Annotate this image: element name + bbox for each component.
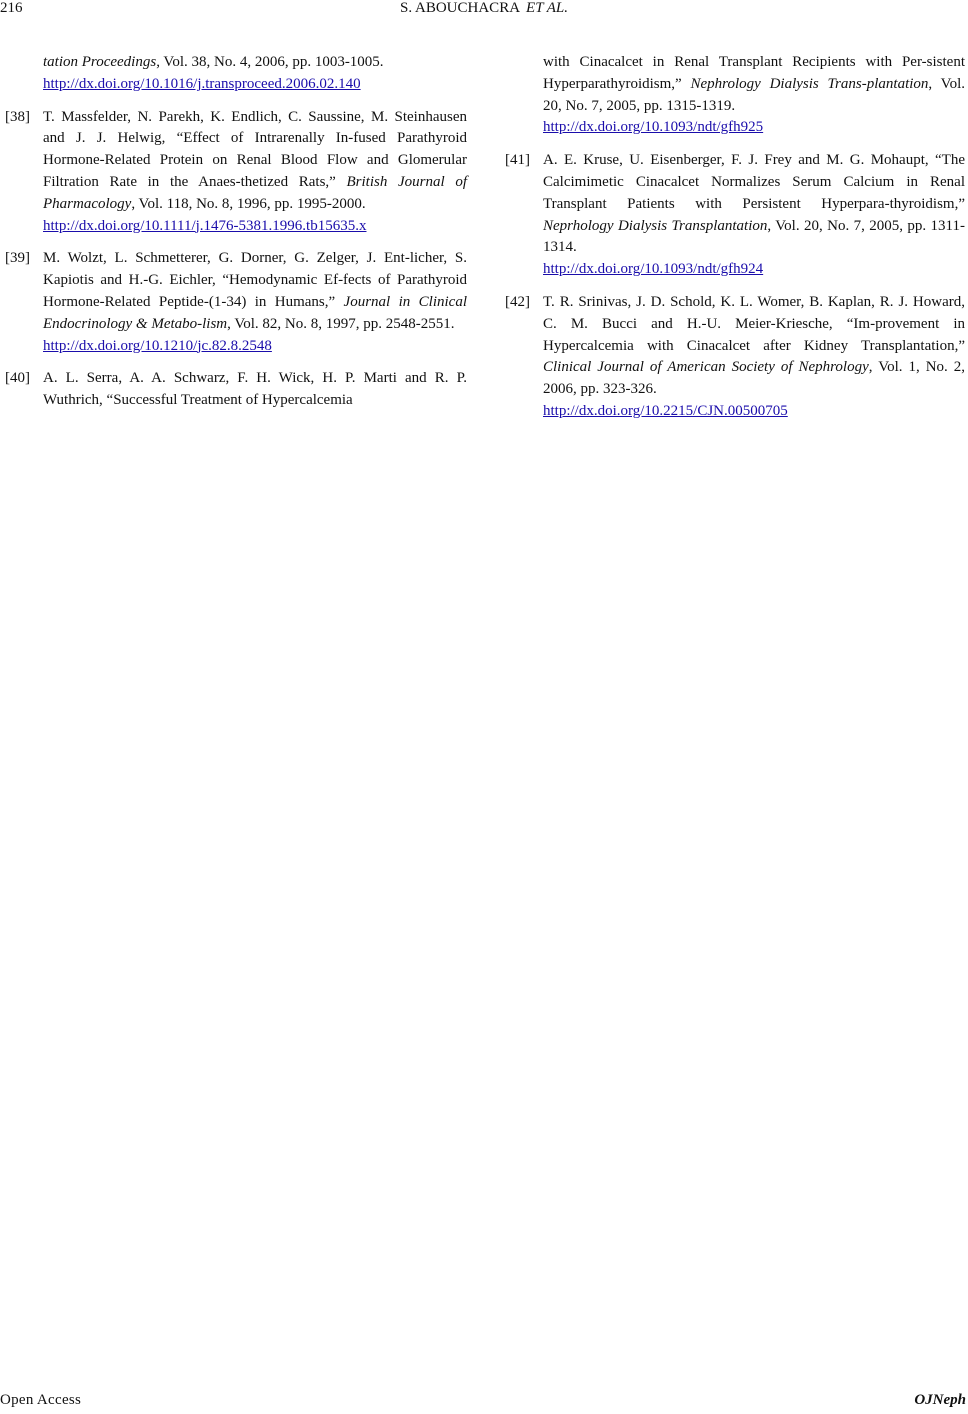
reference-38 — [5, 107, 467, 238]
reference-details: , Vol. 20, No. 7, 2005, pp. 1311-1314. — [543, 217, 965, 256]
reference-continuation — [5, 52, 467, 96]
page-footer — [0, 1392, 968, 1414]
page-header — [0, 0, 968, 24]
reference-details: , Vol. 118, No. 8, 1996, pp. 1995-2000. — [131, 195, 366, 212]
reference-number: [38] — [5, 108, 30, 125]
reference-doi-link[interactable]: http://dx.doi.org/10.1016/j.transproceed.2006.02.140 — [43, 75, 361, 92]
reference-journal: British Journal of Pharmacology — [43, 173, 467, 212]
reference-authors-title: T. R. Srinivas, J. D. Schold, K. L. Womer, B. Kaplan, R. J. Howard, C. M. Bucci and H.-U. Meier-Kriesche, “Im-provement in Hypercalcemia with Cinacalcet after Kidney Transplantation,” — [543, 293, 965, 354]
reference-details: , Vol. 38, No. 4, 2006, pp. 1003-1005. — [156, 54, 384, 70]
reference-details: , Vol. 82, No. 8, 1997, pp. 2548-2551. — [227, 315, 455, 332]
reference-authors-title: T. Massfelder, N. Parekh, K. Endlich, C. Saussine, M. Steinhausen and J. J. Helwig, “Effect of Intrarenally In-fused Parathyroid Hormone-Related Protein on Renal Blood Flow and Glomerular Filtration Rate in the Anaes-thetized Rats,” — [43, 108, 467, 190]
journal-abbreviation: OJNeph — [914, 1392, 966, 1408]
reference-number: [41] — [505, 152, 530, 169]
reference-39 — [5, 248, 467, 357]
reference-authors-title: A. E. Kruse, U. Eisenberger, F. J. Frey and M. G. Mohaupt, “The Calcimimetic Cinacalcet Normalizes Serum Calcium in Renal Transplant Patients with Persistent Hyperpara-thyroidism,” — [543, 152, 965, 212]
open-access-label: Open Access — [0, 1392, 82, 1408]
reference-number: [42] — [505, 293, 530, 310]
reference-details: , Vol. 20, No. 7, 2005, pp. 1315-1319. — [543, 75, 965, 114]
reference-journal: tation Proceedings — [43, 54, 157, 70]
reference-number: [40] — [5, 370, 30, 387]
left-column — [5, 52, 467, 423]
running-head — [0, 0, 968, 17]
reference-doi-link[interactable]: http://dx.doi.org/10.2215/CJN.00500705 — [543, 402, 788, 419]
reference-details: , Vol. 1, No. 2, 2006, pp. 323-326. — [543, 359, 965, 398]
reference-number: [39] — [5, 250, 30, 267]
reference-doi-link[interactable]: http://dx.doi.org/10.1210/jc.82.8.2548 — [43, 337, 272, 354]
reference-journal: Neprhology Dialysis Transplantation — [543, 217, 768, 234]
reference-authors-title: with Cinacalcet in Renal Transplant Recipients with Per-sistent Hyperparathyroidism,” — [543, 54, 965, 92]
reference-journal: Nephrology Dialysis Trans-plantation — [690, 75, 929, 92]
running-head-etal: ET AL. — [526, 0, 568, 16]
reference-doi-link[interactable]: http://dx.doi.org/10.1111/j.1476-5381.1996.tb15635.x — [43, 217, 367, 234]
reference-authors-title: A. L. Serra, A. A. Schwarz, F. H. Wick, H. P. Marti and R. P. Wuthrich, “Successful Treatment of Hypercalcemia — [43, 370, 467, 409]
right-column — [505, 52, 965, 434]
reference-journal: Clinical Journal of American Society of Nephrology — [543, 359, 869, 376]
reference-journal: Journal in Clinical Endocrinology & Metabo-lism — [43, 293, 467, 332]
reference-42 — [505, 292, 965, 423]
page-number: 216 — [0, 0, 23, 16]
reference-40-continuation — [505, 52, 965, 139]
reference-doi-link[interactable]: http://dx.doi.org/10.1093/ndt/gfh925 — [543, 119, 764, 136]
reference-authors-title: M. Wolzt, L. Schmetterer, G. Dorner, G. Zelger, J. Ent-licher, S. Kapiotis and H.-G. Eichler, “Hemodynamic Ef-fects of Parathyroid Hormone-Related Peptide-(1-34) in Humans,” — [43, 250, 467, 310]
reference-40 — [5, 368, 467, 412]
running-head-author: S. ABOUCHACRA — [400, 0, 521, 16]
reference-doi-link[interactable]: http://dx.doi.org/10.1093/ndt/gfh924 — [543, 261, 764, 278]
reference-41 — [505, 150, 965, 281]
